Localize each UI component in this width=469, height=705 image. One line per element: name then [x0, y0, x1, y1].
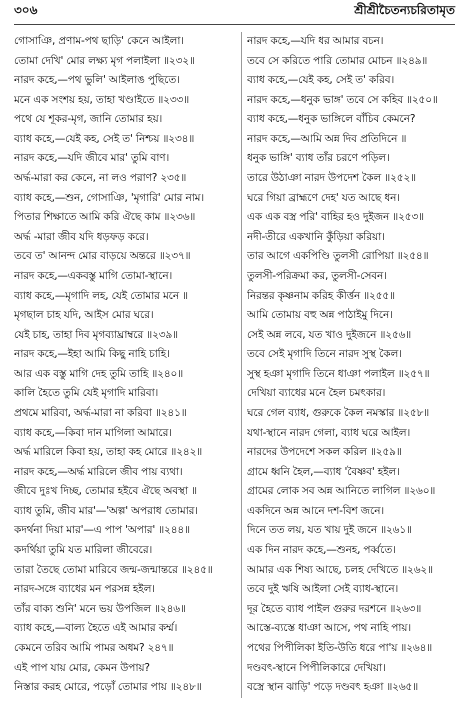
verse-line: নারদ কহে,—একবস্তু মাগি তোমা-স্থানে। [14, 269, 173, 282]
verse-line: আমি তোমায় বহু অন্ন পাঠাইমু দিনে। [247, 309, 393, 322]
verse-line: ব্যাধ কহে,—মৃগাদি লহ, যেই তোমার মনে ॥ [14, 289, 188, 302]
verse-line: তারা তৈছে তোমা মারিবে জন্ম-জন্মান্তরে ॥২৪৫॥ [14, 563, 213, 576]
page-header [14, 4, 455, 25]
verse-line: বস্ত্রে স্থান ঝাড়ি' পড়ে দণ্ডবৎ হঞা ॥২৬৫॥ [247, 681, 419, 694]
right-column [242, 32, 459, 698]
verse-line: দেখিয়া ব্যাধের মনে হৈল চমৎকার। [247, 387, 386, 400]
verse-line: নারদ কহে,—ইহা আমি কিছু নাহি চাহি। [14, 348, 170, 361]
verse-line: ঘরে গিয়া ব্রাহ্মণে দেহ' যত আছে ধন। [247, 191, 400, 204]
verse-line: আর এক বস্তু মাগি দেহ তুমি তাহি ॥২৪০॥ [14, 367, 184, 380]
verse-line: দণ্ডবৎ-স্থানে পিপীলিকারে দেখিয়া। [247, 661, 386, 674]
verse-line: প্রথমে মারিবা, অর্দ্ধ-মারা না করিবা ॥২৪১॥ [14, 406, 187, 419]
verse-line: ধনুক ভাঙ্গি' ব্যাধ তাঁর চরণে পড়িল। [247, 152, 390, 165]
verse-line: জীবে দুঃখ দিচ্ছ, তোমার হইবে ঐছে অবস্থা ॥ [14, 485, 197, 498]
verse-line: ব্যাধ তুমি, জীব মার'—'অল্প' অপরাধ তোমার। [14, 504, 198, 517]
verse-line: ব্যাধ কহে,—ধনুক ভাঙ্গিলে বাঁচিব কেমনে? [247, 113, 416, 126]
verse-line: মনে এক সংশয় হয়, তাহা খণ্ডাইতে ॥২৩৩॥ [14, 93, 190, 106]
left-column [14, 32, 242, 698]
verse-line: ব্যাধ কহে,—কিবা দান মাগিলা আমারে। [14, 426, 172, 439]
verse-line: অর্দ্ধ -মারা জীব যদি ধড়ফড় করে। [14, 230, 149, 243]
verse-line: আমার এক শিষ্য আছে, চলহ দেখিতে ॥২৬২॥ [247, 563, 433, 576]
verse-line: কদর্থিয়া তুমি যত মারিলা জীবেরে। [14, 544, 153, 557]
verse-line: যথা-স্থানে নারদ গেলা, ব্যাধ ঘরে আইল। [247, 426, 411, 439]
verse-line: নিস্তার করহ মোরে, পড়োঁ তোমার পায় ॥২৪৮॥ [14, 681, 202, 694]
verse-line: এক এক বস্ত্র পরি' বাহির হও দুইজন ॥২৫৩॥ [247, 211, 424, 224]
verse-line: একদিনে অন্ন আনে দশ-বিশ জনে। [247, 504, 384, 517]
verse-line: আস্তে-ব্যস্তে ধাঞা আসে, পথ নাহি পায়। [247, 622, 411, 635]
verse-line: তারে উঠাঞা নারদ উপদেশ কৈল ॥২৫২॥ [247, 172, 416, 185]
verse-line: কেমনে তরিব আমি পামর অধম? ২৪৭॥ [14, 641, 174, 654]
verse-line: অর্দ্ধ-মারা কর কেনে, না লও পরাণ? ২৩৫॥ [14, 172, 187, 185]
verse-line: এক দিন নারদ কহে,—শুনহ, পর্ব্বতে। [247, 544, 396, 557]
verse-line: তার আগে একপিণ্ডি তুলসী রোপিয়া ॥২৫৪॥ [247, 250, 429, 263]
verse-line: ব্যাধ কহে,—শুন, গোসাঞি, 'মৃগারি' মোর নাম। [14, 191, 204, 204]
verse-line: তবে ত' আনন্দ মোর বাড়য়ে অন্তরে ॥২৩৭॥ [14, 250, 191, 263]
book-title: শ্রীশ্রীচৈতন্যচরিতামৃত [354, 3, 455, 17]
verse-line: নারদের উপদেশে সকল করিল ॥২৫৯॥ [247, 446, 402, 459]
verse-line: গ্রামে ধ্বনি হৈল,—ব্যাধ 'বৈষ্ণব' হইল। [247, 465, 400, 478]
verse-line: ব্যাধ কহে,—যেই কহ, সেই ত' নিশ্চয় ॥২৩৪॥ [14, 132, 195, 145]
verse-line: ঘরে গেল ব্যাধ, গুরুকে কৈল নমস্কার ॥২৫৮॥ [247, 406, 430, 419]
verse-line: যেই চাহ, তাহা দিব মৃগব্যাঘ্রাম্বরে ॥২৩৯॥ [14, 328, 178, 341]
verse-line: মৃগছাল চাহ যদি, আইস মোর ঘরে। [14, 309, 154, 322]
verse-line: নারদ কহে,—পথ ভুলি' আইলাঙ পুছিতে। [14, 74, 180, 87]
verse-line: অর্দ্ধ মারিলে কিবা হয়, তাহা কহ মোরে ॥২৪২॥ [14, 446, 203, 459]
verse-line: সেই অন্ন লবে, যত খাও দুইজনে ॥২৫৬॥ [247, 328, 412, 341]
verse-line: কালি হৈতে তুমি যেই মৃগাদি মারিবা। [14, 387, 159, 400]
verse-line: পথে যে শূকর-মৃগ, জানি তোমার হয়। [14, 113, 163, 126]
verse-line: পিতার শিক্ষাতে আমি করি ঐছে কাম ॥২৩৬॥ [14, 211, 196, 224]
verse-line: দূর হৈতে ব্যাধ পাইল গুরুর দরশনে ॥২৬৩॥ [247, 602, 422, 615]
text-columns [14, 32, 459, 698]
verse-line: দিনে তত লয়, যত খায় দুই জনে ॥২৬১॥ [247, 524, 412, 537]
verse-line: সুস্থ হঞা মৃগাদি তিনে ধাঞা পলাইল ॥২৫৭॥ [247, 367, 430, 380]
verse-line: এই পাপ যায় মোর, কেমন উপায়? [14, 661, 150, 674]
verse-line: নারদ কহে,—যদি জীবে মার' তুমি বাণ। [14, 152, 170, 165]
verse-line: নারদ কহে,—ধনুক ভাঙ্গ' তবে সে কহিব ॥২৫০॥ [247, 93, 438, 106]
page-number: ৩০৬ [14, 3, 38, 17]
verse-line: গোসাঞি, প্রণাম-পথ ছাড়ি' কেনে আইলা। [14, 35, 184, 47]
verse-line: তবে সে করিতে পারি তোমার মোচন ॥২৪৯॥ [247, 54, 428, 67]
verse-line: তাঁর বাক্য শুনি' মনে ভয় উপজিল ॥২৪৬॥ [14, 602, 186, 615]
verse-line: নারদ কহে,—যদি ধর আমার বচন। [247, 35, 384, 47]
verse-line: ব্যাধ কহে,—বাল্য হৈতে এই আমার কর্ম্ম। [14, 622, 178, 635]
verse-line: তবে সেই মৃগাদি তিনে নারদ সুস্থ কৈল। [247, 348, 402, 361]
verse-line: পথের পিপীলিকা ইতি-উতি ধরে পা'য় ॥২৬৪॥ [247, 641, 433, 654]
verse-line: নিরন্তর কৃষ্ণনাম করিহ কীর্ত্তন ॥২৫৫॥ [247, 289, 395, 302]
verse-line: তুলসী-পরিক্রমা কর, তুলসী-সেবন। [247, 269, 387, 282]
verse-line: তোমা দেখি' মোর লক্ষ্য মৃগ পলাইলা ॥২৩২॥ [14, 54, 195, 67]
verse-line: তবে দুই ঋষি আইলা সেই ব্যাধ-স্থানে। [247, 583, 399, 596]
verse-line: ব্যাধ কহে,—যেই কহ, সেই ত' করিব। [247, 74, 395, 87]
verse-line: কদর্থনা দিয়া মার'—এ পাপ 'অপার' ॥২৪৪॥ [14, 524, 190, 537]
verse-line: নারদ-সঙ্গে ব্যাধের মন পরসন্ন হইল। [14, 583, 155, 596]
verse-line: নদী-তীরে একখানি কুঁড়িয়া করিয়া। [247, 230, 385, 243]
verse-line: নারদ কহে,—অর্দ্ধ মারিলে জীব পায় ব্যথা। [14, 465, 183, 478]
verse-line: নারদ কহে,—আমি অন্ন দিব প্রতিদিনে ॥ [247, 132, 407, 145]
verse-line: গ্রামের লোক সব অন্ন আনিতে লাগিল ॥২৬০॥ [247, 485, 436, 498]
